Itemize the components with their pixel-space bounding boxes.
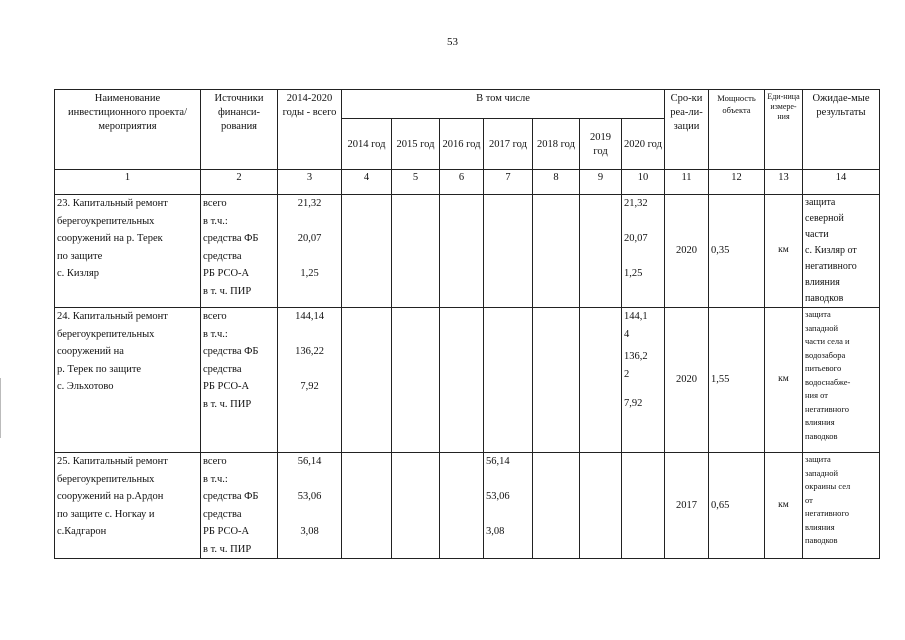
text-line: по защите [57,250,103,262]
text-line: ния от [805,390,828,400]
text-line: с. Эльхотово [57,381,114,392]
text-line: паводков [805,535,838,545]
year-2014-cell [342,453,392,559]
text-line: негативного [805,508,849,518]
value-total: 144,14 [295,311,324,322]
text-line: влияния [805,277,840,288]
capacity-cell: 1,55 [709,308,765,453]
text-line: всего [203,456,227,467]
header-total: 2014-2020 годы - всего [278,90,342,170]
header-results: Ожидае-мые результаты [803,90,880,170]
text-line: в т.ч.: [203,215,228,227]
total-cell [278,308,342,453]
year-2015-cell [392,308,440,453]
investment-projects-table [54,89,880,559]
text-line: в т. ч. ПИР [203,543,252,555]
text-line: в т. ч. ПИР [203,398,252,410]
financing-source-cell [201,308,278,453]
col-number: 3 [278,170,342,195]
year-2018-cell [533,453,580,559]
value-total: 56,14 [297,456,322,467]
text-line: берегоукрепительных [57,473,155,485]
text-line: водоснабже- [805,376,851,387]
text-line: средства ФБ [203,346,259,357]
unit-cell: км [765,195,803,308]
year-2016-cell [440,308,484,453]
text-line: с. Кизляр от [805,245,857,256]
term-cell: 2020 [665,195,709,308]
text-line: средства ФБ [203,491,259,502]
text-line: 24. Капитальный ремонт [57,311,168,322]
text-line: сооружений на р. Терек [57,233,163,244]
year-2017-cell [484,453,533,559]
year-2020-cell [622,453,665,559]
text-line: западной [805,467,839,478]
col-number: 1 [55,170,201,195]
table-row [55,308,880,453]
year-2018-cell [533,308,580,453]
text-line: средства [203,250,242,262]
year-2019-cell [580,195,622,308]
value-total: 21,32 [297,198,322,209]
header-year-2019: 2019 год [580,119,622,170]
value-fb: 136,22 [295,346,324,357]
header-year-2014: 2014 год [342,119,392,170]
value-rb: 7,92 [300,381,319,392]
text-line: средства [203,508,242,520]
col-number: 4 [342,170,392,195]
table-row [55,453,880,559]
text-line: берегоукрепительных [57,215,155,227]
year-2018-cell [533,195,580,308]
value-total: 56,14 [486,456,510,467]
header-year-2017: 2017 год [484,119,533,170]
header-year-2015: 2015 год [392,119,440,170]
scan-edge-mark [0,378,1,438]
header-unit: Еди-ница измере-ния [765,90,803,170]
value-fb: 53,06 [486,491,510,502]
year-2016-cell [440,195,484,308]
text-line: РБ РСО-А [203,526,250,537]
table-row [55,195,880,308]
unit-cell: км [765,308,803,453]
text-line: от [805,494,813,505]
page-number: 53 [447,36,458,48]
year-2015-cell [392,195,440,308]
text-line: негативного [805,403,849,414]
header-project-name: Наименование инвестиционного проекта/мероприятия [55,90,201,170]
text-line: защита [805,197,836,208]
text-line: влияния [805,417,835,427]
text-line: сооружений на р.Ардон [57,491,164,502]
text-line: защита [805,309,831,319]
year-2017-cell [484,308,533,453]
value-total-wrap: 4 [624,328,630,340]
year-2014-cell [342,308,392,453]
total-cell [278,195,342,308]
text-line: западной [805,322,839,333]
year-2019-cell [580,308,622,453]
header-financing-source: Источники финанси-рования [201,90,278,170]
col-number: 13 [765,170,803,195]
text-line: берегоукрепительных [57,328,155,340]
result-cell [803,453,880,559]
year-2014-cell [342,195,392,308]
capacity-cell: 0,65 [709,453,765,559]
text-line: в т.ч.: [203,328,228,340]
value-fb: 53,06 [297,491,322,502]
value-fb: 20,07 [297,233,322,244]
col-number: 11 [665,170,709,195]
header-year-2016: 2016 год [440,119,484,170]
value-total: 21,32 [624,198,648,209]
year-2017-cell [484,195,533,308]
text-line: 25. Капитальный ремонт [57,456,168,467]
value-rb: 3,08 [486,526,505,537]
text-line: паводков [805,430,838,441]
value-fb-wrap: 2 [624,368,630,380]
capacity-cell: 0,35 [709,195,765,308]
result-cell [803,308,880,453]
year-2020-cell [622,195,665,308]
header-capacity: Мощность объекта [709,90,765,170]
text-line: части села и [805,336,850,346]
header-including: В том числе [342,90,665,119]
project-name-cell [55,308,201,453]
project-name-cell [55,195,201,308]
text-line: всего [203,198,227,209]
col-number: 6 [440,170,484,195]
text-line: питьевого [805,363,842,373]
text-line: в т. ч. ПИР [203,285,252,297]
term-cell: 2020 [665,308,709,453]
text-line: РБ РСО-А [203,268,250,279]
header-terms: Сро-ки реа-ли-зации [665,90,709,170]
total-cell [278,453,342,559]
col-number: 8 [533,170,580,195]
value-rb: 1,25 [300,268,319,279]
value-fb: 20,07 [624,233,648,244]
year-2016-cell [440,453,484,559]
text-line: с.Кадгарон [57,526,107,537]
project-name-cell [55,453,201,559]
col-number: 14 [803,170,880,195]
text-line: РБ РСО-А [203,381,250,392]
col-number: 2 [201,170,278,195]
text-line: части [805,229,829,240]
financing-source-cell [201,195,278,308]
text-line: р. Терек по защите [57,363,142,375]
col-number: 10 [622,170,665,195]
result-cell [803,195,880,308]
col-number: 12 [709,170,765,195]
value-total: 144,1 [624,311,648,322]
value-rb: 3,08 [300,526,319,537]
year-2019-cell [580,453,622,559]
year-2020-cell [622,308,665,453]
col-number: 5 [392,170,440,195]
term-cell: 2017 [665,453,709,559]
text-line: водозабора [805,349,846,360]
text-line: с. Кизляр [57,268,99,279]
col-number: 7 [484,170,533,195]
header-year-2018: 2018 год [533,119,580,170]
text-line: 23. Капитальный ремонт [57,198,168,209]
text-line: влияния [805,521,835,532]
value-rb: 1,25 [624,268,643,279]
year-2015-cell [392,453,440,559]
header-year-2020: 2020 год [622,119,665,170]
text-line: негативного [805,261,857,272]
value-rb: 7,92 [624,398,643,409]
text-line: северной [805,213,844,224]
text-line: защита [805,454,831,464]
text-line: всего [203,311,227,322]
text-line: средства ФБ [203,233,259,244]
text-line: по защите с. Ногкау и [57,508,155,520]
financing-source-cell [201,453,278,559]
text-line: сооружений на [57,346,124,357]
value-fb: 136,2 [624,351,648,362]
text-line: окраины сел [805,481,851,491]
text-line: средства [203,363,242,375]
text-line: паводков [805,293,844,304]
text-line: в т.ч.: [203,473,228,485]
col-number: 9 [580,170,622,195]
unit-cell: км [765,453,803,559]
